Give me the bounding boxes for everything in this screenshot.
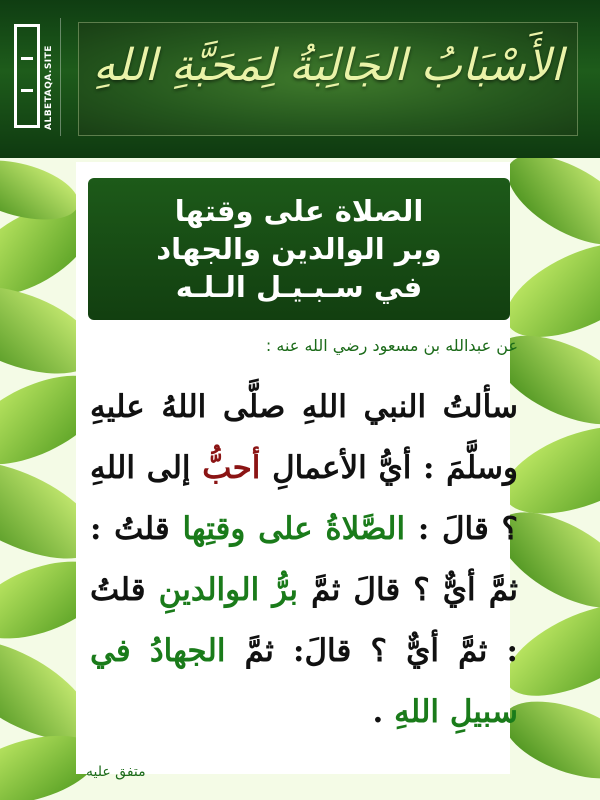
hadith-text bbox=[90, 377, 518, 743]
hadith-part: . bbox=[372, 694, 395, 730]
site-logo bbox=[10, 18, 61, 136]
topic-line-1: الصلاة على وقتها bbox=[174, 194, 424, 228]
narrator-line: عن عبدالله بن مسعود رضي الله عنه : bbox=[265, 336, 518, 355]
topic-line-2: وبر الوالدين والجهاد bbox=[156, 232, 442, 266]
hadith-part: سألتُ النبي اللهِ صلَّى اللهُ عليهِ وسلَّمَ : أيُّ الأعمالِ bbox=[90, 389, 518, 486]
page-title: الأَسْبَابُ الجَالِبَةُ لِمَحَبَّةِ اللهِ bbox=[93, 40, 563, 91]
hadith-part: قلتُ : ثمَّ أيٌّ ؟ قالَ ثمَّ bbox=[90, 511, 518, 608]
header-banner bbox=[0, 0, 600, 158]
hadith-part: إلى اللهِ ؟ قالَ : bbox=[90, 450, 518, 547]
topic-box bbox=[88, 178, 510, 320]
topic-line-3: في سـبـيـل الـلـه bbox=[175, 270, 423, 304]
hadith-highlight-jihad: الجهادُ في سبيلِ اللهِ bbox=[90, 633, 518, 730]
source-reference: متفق عليه bbox=[86, 764, 146, 780]
hadith-part: قلتُ : ثمَّ أيٌّ ؟ قالَ: ثمَّ bbox=[90, 572, 518, 669]
logo-mark-icon bbox=[14, 24, 40, 128]
hadith-highlight-parents: برُّ الوالدينِ bbox=[158, 572, 299, 608]
logo-text: ALBETAQA.SITE bbox=[44, 45, 54, 130]
hadith-highlight-beloved: أحبُّ bbox=[202, 450, 261, 486]
hadith-highlight-prayer: الصَّلاةُ على وقتِها bbox=[182, 511, 406, 547]
